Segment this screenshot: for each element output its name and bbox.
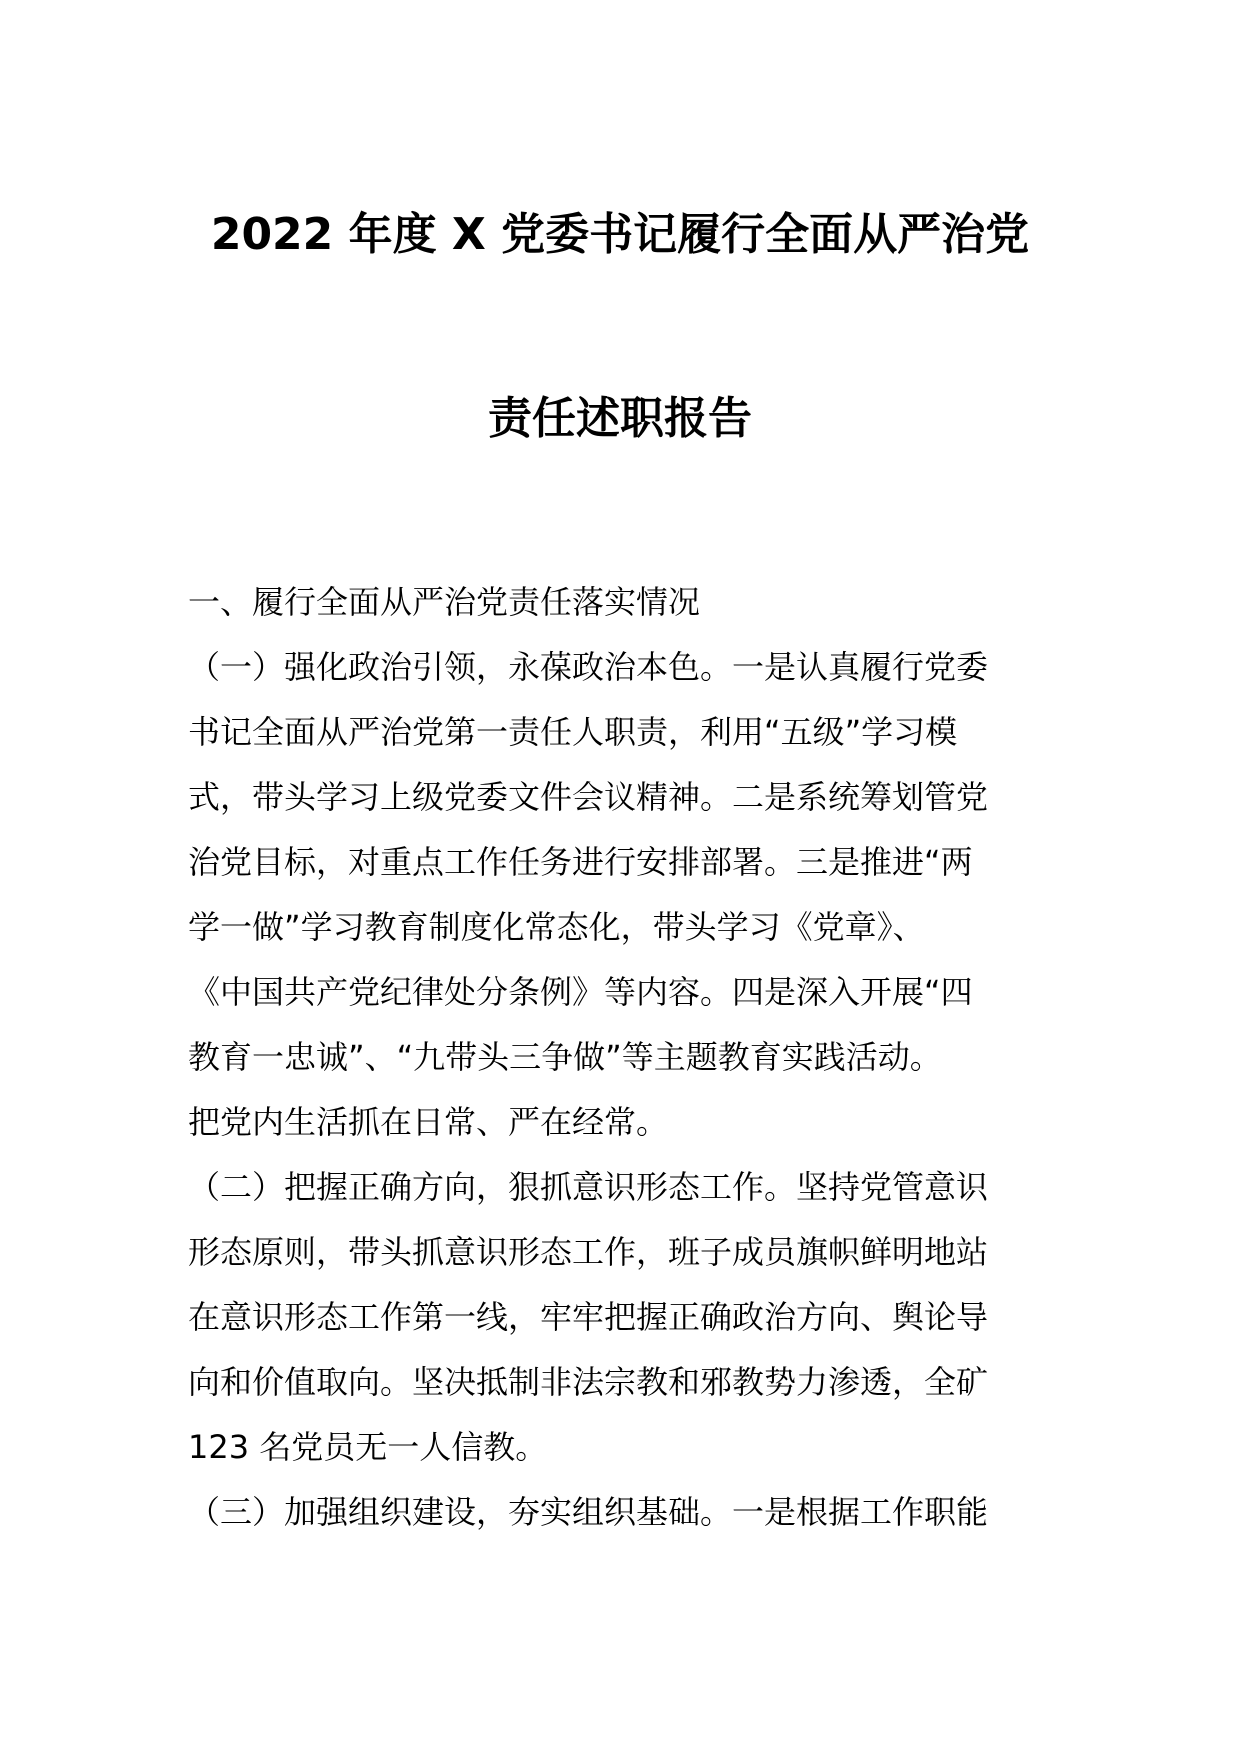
body-line: （一）强化政治引领，永葆政治本色。一是认真履行党委 — [188, 648, 989, 686]
body-line: 把党内生活抓在日常、严在经常。 — [188, 1103, 669, 1141]
body-line: 式，带头学习上级党委文件会议精神。二是系统筹划管党 — [188, 778, 989, 816]
body-line: 123 名党员无一人信教。 — [188, 1428, 548, 1466]
body-line: 形态原则，带头抓意识形态工作，班子成员旗帜鲜明地站 — [188, 1233, 989, 1271]
section-heading: 一、履行全面从严治党责任落实情况 — [188, 583, 701, 621]
body-line: 书记全面从严治党第一责任人职责，利用“五级”学习模 — [188, 713, 958, 751]
body-line: 治党目标，对重点工作任务进行安排部署。三是推进“两 — [188, 843, 973, 881]
body-line: （三）加强组织建设，夯实组织基础。一是根据工作职能 — [188, 1493, 989, 1531]
body-line: （二）把握正确方向，狠抓意识形态工作。坚持党管意识 — [188, 1168, 989, 1206]
body-line: 向和价值取向。坚决抵制非法宗教和邪教势力渗透，全矿 — [188, 1363, 989, 1401]
body-line: 在意识形态工作第一线，牢牢把握正确政治方向、舆论导 — [188, 1298, 989, 1336]
body-line: 教育一忠诚”、“九带头三争做”等主题教育实践活动。 — [188, 1038, 942, 1076]
document-title-line-1: 2022 年度 X 党委书记履行全面从严治党 — [210, 209, 1030, 260]
body-line: 《中国共产党纪律处分条例》等内容。四是深入开展“四 — [188, 973, 973, 1011]
document-title-line-2: 责任述职报告 — [488, 393, 752, 444]
body-line: 学一做”学习教育制度化常态化，带头学习《党章》、 — [188, 908, 925, 946]
